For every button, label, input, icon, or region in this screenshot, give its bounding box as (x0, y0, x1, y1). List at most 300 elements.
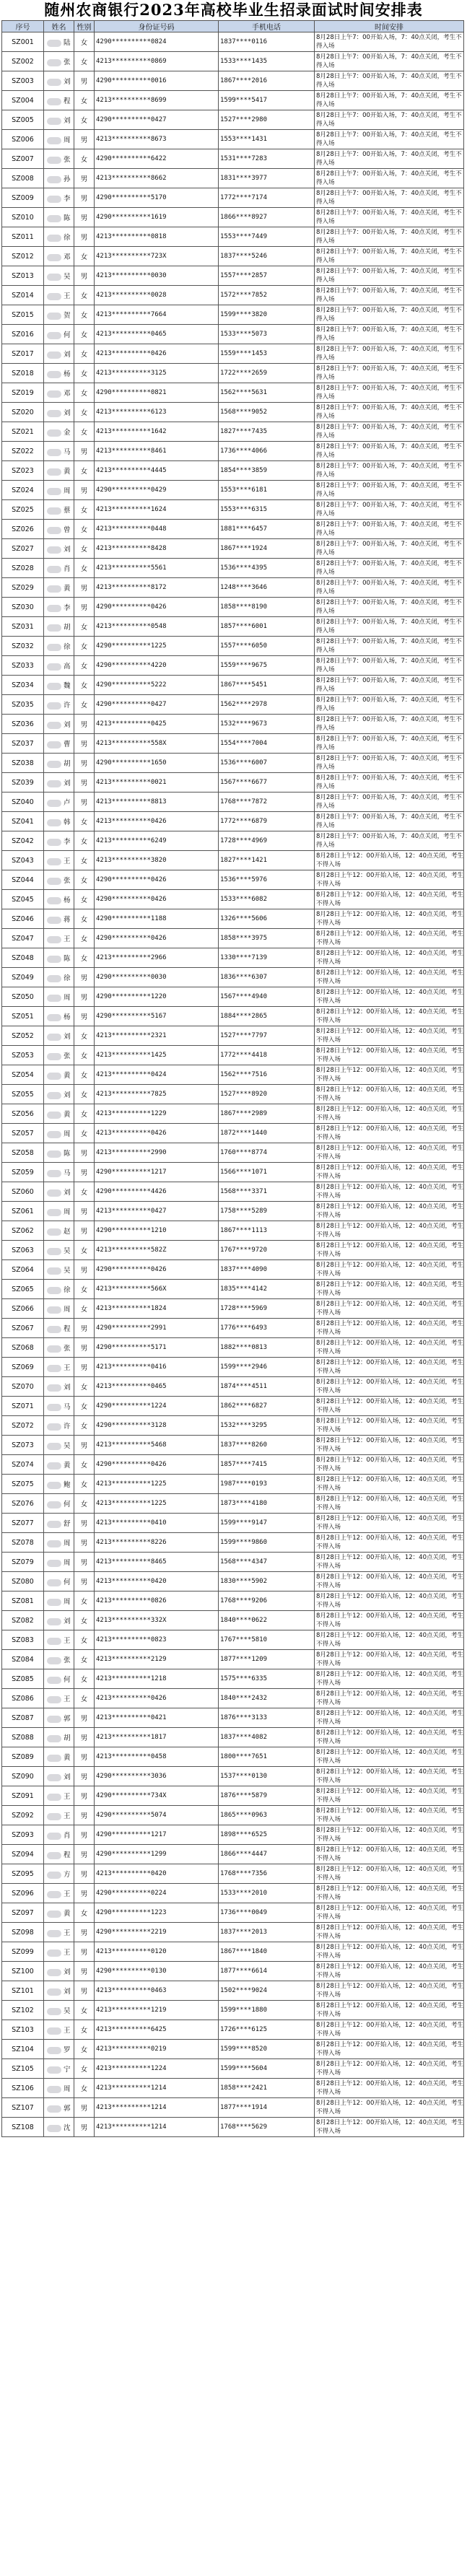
redacted-blur (47, 98, 61, 105)
table-row (2, 2098, 464, 2118)
row-gender: 男 (74, 987, 95, 1007)
name-surname: 徐 (64, 974, 71, 982)
row-name (44, 870, 74, 890)
row-gender: 男 (74, 1572, 95, 1592)
name-surname: 蔡 (64, 507, 71, 515)
row-name (44, 1046, 74, 1065)
row-gender: 男 (74, 773, 95, 793)
row-time: 8月28日上午12：00开始入场，12：40点关闭，考生不得入场 (315, 870, 464, 890)
row-gender: 女 (74, 1592, 95, 1611)
row-time: 8月28日上午12：00开始入场，12：40点关闭，考生不得入场 (315, 1669, 464, 1689)
row-gender: 女 (74, 1416, 95, 1436)
name-surname: 张 (64, 1656, 71, 1664)
redacted-blur (47, 1287, 61, 1294)
table-row (2, 2118, 464, 2137)
row-time: 8月28日上午12：00开始入场，12：40点关闭，考生不得入场 (315, 1903, 464, 1923)
redacted-blur (47, 780, 61, 787)
row-gender: 男 (74, 1923, 95, 1942)
name-surname: 张 (64, 156, 71, 164)
row-id-number: 4290**********0426 (95, 890, 219, 909)
row-seq: SZ043 (2, 851, 44, 870)
row-time: 8月28日上午7：00开始入场，7：40点关闭，考生不得入场 (315, 734, 464, 754)
row-seq: SZ059 (2, 1163, 44, 1182)
row-time: 8月28日上午7：00开始入场，7：40点关闭，考生不得入场 (315, 403, 464, 422)
redacted-blur (47, 1345, 61, 1353)
redacted-blur (47, 137, 61, 144)
row-name (44, 71, 74, 91)
row-time: 8月28日上午12：00开始入场，12：40点关闭，考生不得入场 (315, 1884, 464, 1903)
row-phone: 1531****7283 (219, 149, 315, 169)
row-name (44, 2098, 74, 2118)
row-name (44, 1202, 74, 1221)
row-phone: 1533****1435 (219, 52, 315, 71)
redacted-blur (47, 741, 61, 748)
table-row (2, 91, 464, 110)
row-time: 8月28日上午12：00开始入场，12：40点关闭，考生不得入场 (315, 1747, 464, 1767)
row-time: 8月28日上午12：00开始入场，12：40点关闭，考生不得入场 (315, 1416, 464, 1436)
row-phone: 1772****7174 (219, 188, 315, 208)
name-surname: 许 (64, 1423, 71, 1431)
row-gender: 男 (74, 1338, 95, 1358)
row-id-number: 4290**********2219 (95, 1923, 219, 1942)
row-name (44, 1592, 74, 1611)
table-row (2, 130, 464, 149)
row-seq: SZ092 (2, 1806, 44, 1825)
redacted-blur (47, 1696, 61, 1703)
row-name (44, 1942, 74, 1962)
row-id-number: 4213**********7825 (95, 1085, 219, 1104)
row-id-number: 4290**********3036 (95, 1767, 219, 1786)
row-phone: 1599****1880 (219, 2001, 315, 2020)
redacted-blur (47, 157, 61, 164)
header-id-number: 身份证号码 (95, 21, 219, 32)
header-seq: 序号 (2, 21, 44, 32)
table-row (2, 1767, 464, 1786)
row-gender: 男 (74, 442, 95, 461)
redacted-blur (47, 1365, 61, 1372)
row-time: 8月28日上午7：00开始入场，7：40点关闭，考生不得入场 (315, 149, 464, 169)
row-id-number: 4213**********1225 (95, 1494, 219, 1514)
row-id-number: 4213**********0823 (95, 1630, 219, 1650)
row-time: 8月28日上午12：00开始入场，12：40点关闭，考生不得入场 (315, 1475, 464, 1494)
name-surname: 黄 (64, 1111, 71, 1119)
row-name (44, 1611, 74, 1630)
row-seq: SZ081 (2, 1592, 44, 1611)
row-seq: SZ037 (2, 734, 44, 754)
row-gender: 男 (74, 754, 95, 773)
name-surname: 徐 (64, 234, 71, 242)
row-time: 8月28日上午7：00开始入场，7：40点关闭，考生不得入场 (315, 793, 464, 812)
table-row (2, 1280, 464, 1299)
row-phone: 1837****4090 (219, 1260, 315, 1280)
name-surname: 李 (64, 604, 71, 612)
row-time: 8月28日上午7：00开始入场，7：40点关闭，考生不得入场 (315, 364, 464, 383)
row-id-number: 4213**********0826 (95, 1592, 219, 1611)
row-name (44, 422, 74, 442)
row-phone: 1867****1840 (219, 1942, 315, 1962)
row-phone: 1881****6457 (219, 520, 315, 539)
row-name (44, 695, 74, 715)
redacted-blur (47, 1988, 61, 1996)
row-name (44, 1416, 74, 1436)
row-name (44, 2059, 74, 2079)
row-gender: 男 (74, 1864, 95, 1884)
row-time: 8月28日上午12：00开始入场，12：40点关闭，考生不得入场 (315, 1767, 464, 1786)
row-phone: 1599****9147 (219, 1514, 315, 1533)
row-name (44, 286, 74, 305)
row-phone: 1867****1113 (219, 1221, 315, 1241)
row-gender: 女 (74, 2001, 95, 2020)
row-seq: SZ077 (2, 1514, 44, 1533)
table-row (2, 617, 464, 637)
row-gender: 男 (74, 598, 95, 617)
row-id-number: 4213**********0548 (95, 617, 219, 637)
redacted-blur (47, 1189, 61, 1197)
table-row (2, 656, 464, 676)
row-seq: SZ061 (2, 1202, 44, 1221)
row-time: 8月28日上午7：00开始入场，7：40点关闭，考生不得入场 (315, 773, 464, 793)
row-time: 8月28日上午12：00开始入场，12：40点关闭，考生不得入场 (315, 1358, 464, 1377)
row-name (44, 559, 74, 578)
row-seq: SZ053 (2, 1046, 44, 1065)
name-surname: 吴 (64, 2007, 71, 2015)
row-gender: 男 (74, 169, 95, 188)
row-name (44, 520, 74, 539)
row-time: 8月28日上午7：00开始入场，7：40点关闭，考生不得入场 (315, 208, 464, 227)
row-name (44, 656, 74, 676)
row-seq: SZ005 (2, 110, 44, 130)
table-row (2, 1592, 464, 1611)
name-surname: 王 (64, 1890, 71, 1898)
name-surname: 黄 (64, 1462, 71, 1470)
table-row (2, 1494, 464, 1514)
row-name (44, 1786, 74, 1806)
row-phone: 1867****2989 (219, 1104, 315, 1124)
table-row (2, 987, 464, 1007)
row-name (44, 1085, 74, 1104)
row-name (44, 1884, 74, 1903)
row-gender: 女 (74, 1650, 95, 1669)
row-gender: 男 (74, 1708, 95, 1728)
row-seq: SZ009 (2, 188, 44, 208)
name-surname: 吴 (64, 1267, 71, 1275)
row-gender: 女 (74, 1397, 95, 1416)
row-phone: 1527****2980 (219, 110, 315, 130)
row-phone: 1728****5969 (219, 1299, 315, 1319)
row-name (44, 1007, 74, 1026)
row-gender: 女 (74, 2040, 95, 2059)
row-time: 8月28日上午12：00开始入场，12：40点关闭，考生不得入场 (315, 1553, 464, 1572)
table-row (2, 149, 464, 169)
table-row (2, 1377, 464, 1397)
redacted-blur (47, 702, 61, 710)
redacted-blur (47, 1014, 61, 1021)
table-row (2, 208, 464, 227)
redacted-blur (47, 449, 61, 456)
row-gender: 女 (74, 520, 95, 539)
table-row (2, 461, 464, 481)
row-time: 8月28日上午7：00开始入场，7：40点关闭，考生不得入场 (315, 812, 464, 831)
row-gender: 男 (74, 1514, 95, 1533)
row-time: 8月28日上午12：00开始入场，12：40点关闭，考生不得入场 (315, 1338, 464, 1358)
redacted-blur (47, 1852, 61, 1859)
row-id-number: 4213**********8465 (95, 1553, 219, 1572)
row-id-number: 4213**********0426 (95, 1689, 219, 1708)
name-surname: 何 (64, 1579, 71, 1586)
row-gender: 男 (74, 208, 95, 227)
row-time: 8月28日上午12：00开始入场，12：40点关闭，考生不得入场 (315, 2020, 464, 2040)
name-surname: 刘 (64, 546, 71, 554)
row-phone: 1857****6001 (219, 617, 315, 637)
row-name (44, 208, 74, 227)
row-phone: 1867****5451 (219, 676, 315, 695)
table-row (2, 1825, 464, 1845)
row-seq: SZ093 (2, 1825, 44, 1845)
row-phone: 1865****0963 (219, 1806, 315, 1825)
row-seq: SZ034 (2, 676, 44, 695)
row-phone: 1568****3371 (219, 1182, 315, 1202)
table-row (2, 1416, 464, 1436)
row-gender: 女 (74, 52, 95, 71)
row-name (44, 1708, 74, 1728)
row-id-number: 4213**********3820 (95, 851, 219, 870)
row-gender: 女 (74, 32, 95, 52)
row-seq: SZ045 (2, 890, 44, 909)
row-time: 8月28日上午7：00开始入场，7：40点关闭，考生不得入场 (315, 227, 464, 247)
redacted-blur (47, 761, 61, 768)
row-gender: 女 (74, 1085, 95, 1104)
row-time: 8月28日上午12：00开始入场，12：40点关闭，考生不得入场 (315, 1085, 464, 1104)
row-name (44, 793, 74, 812)
name-surname: 陈 (64, 1150, 71, 1158)
row-time: 8月28日上午7：00开始入场，7：40点关闭，考生不得入场 (315, 481, 464, 500)
schedule-table (1, 20, 464, 2137)
row-gender: 男 (74, 1436, 95, 1455)
row-id-number: 4213**********0869 (95, 52, 219, 71)
row-gender: 女 (74, 617, 95, 637)
row-gender: 女 (74, 2020, 95, 2040)
row-gender: 女 (74, 851, 95, 870)
row-gender: 男 (74, 734, 95, 754)
table-row (2, 1104, 464, 1124)
table-row (2, 1182, 464, 1202)
row-seq: SZ094 (2, 1845, 44, 1864)
row-time: 8月28日上午12：00开始入场，12：40点关闭，考生不得入场 (315, 929, 464, 948)
table-row (2, 1923, 464, 1942)
row-seq: SZ033 (2, 656, 44, 676)
row-time: 8月28日上午7：00开始入场，7：40点关闭，考生不得入场 (315, 442, 464, 461)
row-id-number: 4213**********0410 (95, 1514, 219, 1533)
table-row (2, 1845, 464, 1864)
row-gender: 女 (74, 929, 95, 948)
row-id-number: 4290**********0224 (95, 1884, 219, 1903)
row-id-number: 4213**********5561 (95, 559, 219, 578)
row-phone: 1827****1421 (219, 851, 315, 870)
row-phone: 1537****0130 (219, 1767, 315, 1786)
row-time: 8月28日上午12：00开始入场，12：40点关闭，考生不得入场 (315, 1650, 464, 1669)
row-gender: 女 (74, 305, 95, 325)
row-gender: 女 (74, 91, 95, 110)
row-name (44, 325, 74, 344)
row-time: 8月28日上午12：00开始入场，12：40点关闭，考生不得入场 (315, 1397, 464, 1416)
row-time: 8月28日上午12：00开始入场，12：40点关闭，考生不得入场 (315, 1299, 464, 1319)
row-time: 8月28日上午12：00开始入场，12：40点关闭，考生不得入场 (315, 1455, 464, 1475)
row-phone: 1553****7449 (219, 227, 315, 247)
row-seq: SZ088 (2, 1728, 44, 1747)
name-surname: 刘 (64, 1384, 71, 1392)
row-name (44, 715, 74, 734)
row-gender: 男 (74, 1786, 95, 1806)
row-seq: SZ014 (2, 286, 44, 305)
row-name (44, 948, 74, 968)
redacted-blur (47, 917, 61, 924)
row-time: 8月28日上午12：00开始入场，12：40点关闭，考生不得入场 (315, 2001, 464, 2020)
row-name (44, 403, 74, 422)
row-gender: 女 (74, 1026, 95, 1046)
redacted-blur (47, 293, 61, 300)
row-time: 8月28日上午7：00开始入场，7：40点关闭，考生不得入场 (315, 71, 464, 91)
row-name (44, 1124, 74, 1143)
row-id-number: 4213**********0458 (95, 1747, 219, 1767)
row-seq: SZ096 (2, 1884, 44, 1903)
row-time: 8月28日上午7：00开始入场，7：40点关闭，考生不得入场 (315, 578, 464, 598)
table-row (2, 305, 464, 325)
row-id-number: 4213**********1624 (95, 500, 219, 520)
redacted-blur (47, 683, 61, 690)
row-gender: 男 (74, 1319, 95, 1338)
row-id-number: 4290**********1224 (95, 1397, 219, 1416)
table-row (2, 188, 464, 208)
redacted-blur (47, 585, 61, 593)
name-surname: 周 (64, 2085, 71, 2093)
row-time: 8月28日上午7：00开始入场，7：40点关闭，考生不得入场 (315, 754, 464, 773)
row-seq: SZ022 (2, 442, 44, 461)
row-id-number: 4213**********6249 (95, 831, 219, 851)
row-time: 8月28日上午12：00开始入场，12：40点关闭，考生不得入场 (315, 1728, 464, 1747)
row-id-number: 4213**********723X (95, 247, 219, 266)
redacted-blur (47, 1423, 61, 1431)
row-phone: 1867****1924 (219, 539, 315, 559)
row-seq: SZ007 (2, 149, 44, 169)
redacted-blur (47, 878, 61, 885)
table-row (2, 1650, 464, 1669)
name-surname: 刘 (64, 780, 71, 787)
row-seq: SZ063 (2, 1241, 44, 1260)
table-row (2, 383, 464, 403)
row-gender: 女 (74, 403, 95, 422)
row-time: 8月28日上午12：00开始入场，12：40点关闭，考生不得入场 (315, 1806, 464, 1825)
row-gender: 男 (74, 1358, 95, 1377)
row-phone: 1599****5604 (219, 2059, 315, 2079)
row-name (44, 1260, 74, 1280)
row-id-number: 4213**********8172 (95, 578, 219, 598)
row-seq: SZ066 (2, 1299, 44, 1319)
row-seq: SZ046 (2, 909, 44, 929)
name-surname: 周 (64, 1208, 71, 1216)
redacted-blur (47, 722, 61, 729)
row-id-number: 4290**********6422 (95, 149, 219, 169)
row-id-number: 4213**********1229 (95, 1104, 219, 1124)
row-seq: SZ040 (2, 793, 44, 812)
row-name (44, 1981, 74, 2001)
row-time: 8月28日上午12：00开始入场，12：40点关闭，考生不得入场 (315, 1845, 464, 1864)
row-seq: SZ026 (2, 520, 44, 539)
row-name (44, 1377, 74, 1397)
name-surname: 周 (64, 136, 71, 144)
row-phone: 1736****4066 (219, 442, 315, 461)
row-phone: 1882****0813 (219, 1338, 315, 1358)
redacted-blur (47, 176, 61, 183)
row-time: 8月28日上午12：00开始入场，12：40点关闭，考生不得入场 (315, 968, 464, 987)
row-seq: SZ097 (2, 1903, 44, 1923)
row-phone: 1728****4969 (219, 831, 315, 851)
row-gender: 男 (74, 1007, 95, 1026)
redacted-blur (47, 1112, 61, 1119)
table-row (2, 890, 464, 909)
row-phone: 1862****6827 (219, 1397, 315, 1416)
redacted-blur (47, 1677, 61, 1684)
name-surname: 王 (64, 857, 71, 865)
table-row (2, 1728, 464, 1747)
row-gender: 男 (74, 188, 95, 208)
row-phone: 1567****6677 (219, 773, 315, 793)
row-seq: SZ108 (2, 2118, 44, 2137)
row-seq: SZ074 (2, 1455, 44, 1475)
row-id-number: 4290**********0426 (95, 1455, 219, 1475)
redacted-blur (47, 1267, 61, 1275)
row-name (44, 149, 74, 169)
name-surname: 刘 (64, 78, 71, 86)
name-surname: 舒 (64, 1520, 71, 1528)
row-phone: 1866****4447 (219, 1845, 315, 1864)
row-id-number: 4290**********4426 (95, 1182, 219, 1202)
table-row (2, 1026, 464, 1046)
name-surname: 李 (64, 838, 71, 846)
redacted-blur (47, 1774, 61, 1781)
name-surname: 金 (64, 429, 71, 437)
row-time: 8月28日上午12：00开始入场，12：40点关闭，考生不得入场 (315, 1864, 464, 1884)
row-phone: 1536****5976 (219, 870, 315, 890)
name-surname: 周 (64, 1130, 71, 1138)
row-seq: SZ006 (2, 130, 44, 149)
row-time: 8月28日上午7：00开始入场，7：40点关闭，考生不得入场 (315, 325, 464, 344)
row-id-number: 4213**********332X (95, 1611, 219, 1630)
row-name (44, 1650, 74, 1669)
row-name (44, 1065, 74, 1085)
row-time: 8月28日上午12：00开始入场，12：40点关闭，考生不得入场 (315, 1143, 464, 1163)
row-time: 8月28日上午12：00开始入场，12：40点关闭，考生不得入场 (315, 2118, 464, 2137)
name-surname: 曹 (64, 741, 71, 748)
row-seq: SZ095 (2, 1864, 44, 1884)
row-name (44, 909, 74, 929)
row-name (44, 773, 74, 793)
row-time: 8月28日上午12：00开始入场，12：40点关闭，考生不得入场 (315, 851, 464, 870)
row-id-number: 4213**********582Z (95, 1241, 219, 1260)
redacted-blur (47, 429, 61, 437)
row-gender: 女 (74, 344, 95, 364)
name-surname: 何 (64, 1501, 71, 1509)
row-gender: 男 (74, 578, 95, 598)
row-time: 8月28日上午12：00开始入场，12：40点关闭，考生不得入场 (315, 1319, 464, 1338)
table-row (2, 2040, 464, 2059)
redacted-blur (47, 2125, 61, 2132)
row-phone: 1326****5606 (219, 909, 315, 929)
row-name (44, 1299, 74, 1319)
table-row (2, 1046, 464, 1065)
redacted-blur (47, 858, 61, 865)
redacted-blur (47, 2008, 61, 2015)
row-time: 8月28日上午12：00开始入场，12：40点关闭，考生不得入场 (315, 890, 464, 909)
